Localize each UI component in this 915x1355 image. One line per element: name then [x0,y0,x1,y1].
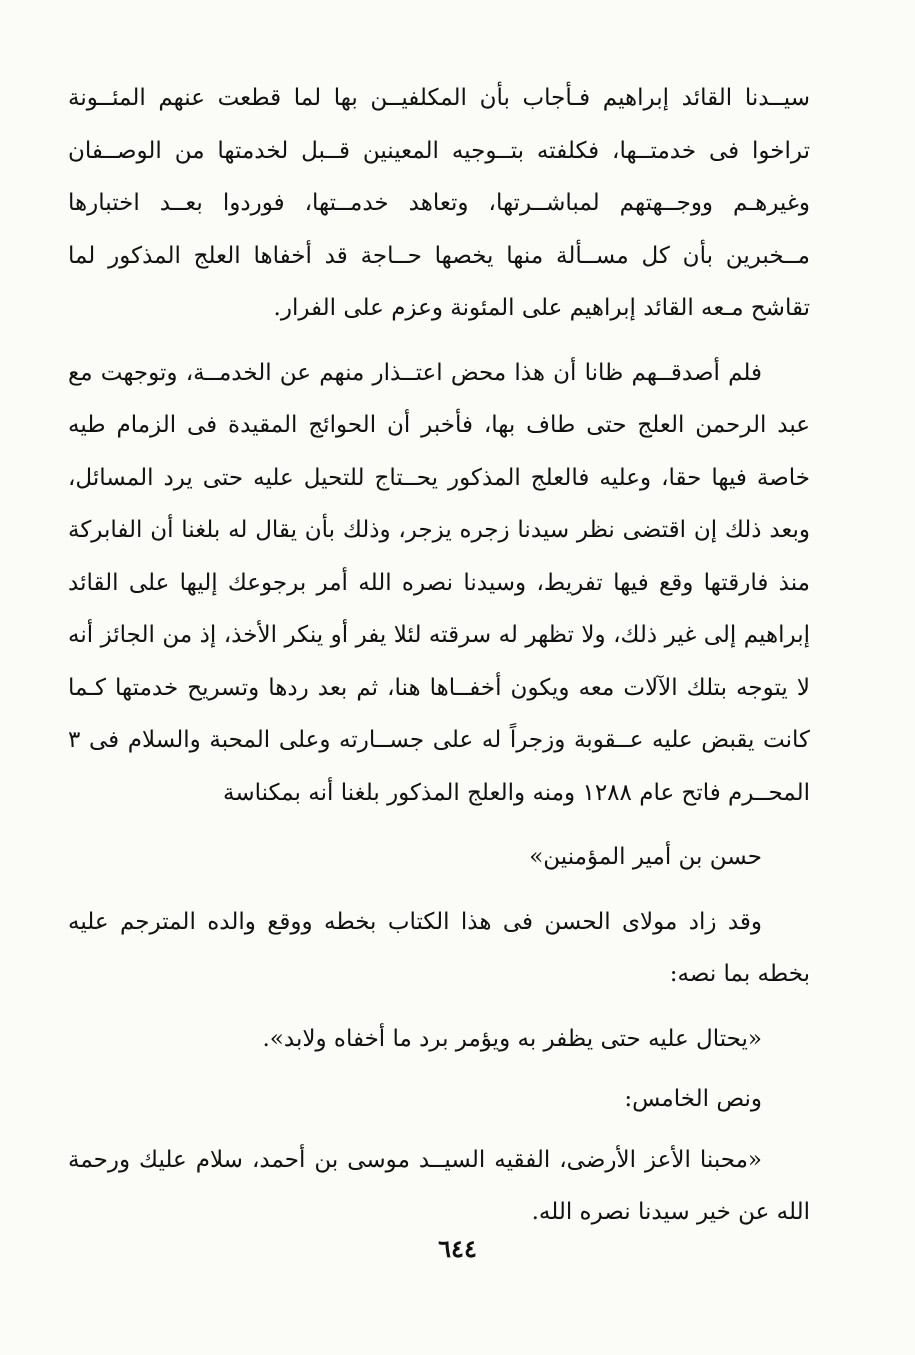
paragraph-1: سيــدنا القائد إبراهيم فـأجاب بأن المكلفيــن بها لما قطعت عنهم المئــونة تراخوا فى خدمتــها، فكلفته بتــوجيه المعينين قــبل لخدمتها من الوصــفان وغيرهـم ووجــهتهم لمباشــرتها، وتعاهد خدمــتها، فوردوا بعــد اختبارها مــخبرين بأن كل مســألة منها يخصها حــاجة قد أخفاها العلج المذكور لما تقاشح مـعه القائد إبراهيم على المئونة وعزم على الفرار. [68,85,810,321]
quote-1: «يحتال عليه حتى يظفر به ويؤمر برد ما أخفاه ولابد». [262,1025,762,1052]
page-number: ٦٤٤ [438,1234,477,1263]
quote-2: «محبنا الأعز الأرضى، الفقيه السيــد موسى بن أحمد، سلام عليك ورحمة الله عن خير سيدنا نصره الله. [68,1146,810,1225]
subheading-fifth: ونص الخامس: [624,1086,762,1112]
page-body [68,72,810,1239]
paragraph-2: فلم أصدقــهم ظانا أن هذا محض اعتــذار منهم عن الخدمــة، وتوجهت مع عبد الرحمن العلج حتى طاف بها، فأخبر أن الحوائج المقيدة فى الزمام طيه خاصة فيها حقا، وعليه فالعلج المذكور يحــتاج للتحيل عليه حتى يرد المسائل، وبعد ذلك إن اقتضى نظر سيدنا زجره يزجر، وذلك بأن يقال له بلغنا أن الفابركة منذ فارقتها وقع فيها تفريط، وسيدنا نصره الله أمر برجوعك إليها على القائد إبراهيم إلى غير ذلك، ولا تظهر له سرقته لئلا يفر أو ينكر الأخذ، إذ من الجائز أنه لا يتوجه بتلك الآلات معه ويكون أخفــاها هنا، ثم بعد ردها وتسريح خدمتها كـما كانت يقبض عليه عــقوبة وزجراً له على جســارته وعلى المحبة والسلام فى ٣ المحــرم فاتح عام ١٢٨٨ ومنه والعلج المذكور بلغنا أنه بمكناسة [68,359,810,806]
paragraph-3: وقد زاد مولاى الحسن فى هذا الكتاب بخطه ووقع والده المترجم عليه بخطه بما نصه: [68,908,810,987]
signature-line: حسن بن أمير المؤمنين» [529,844,762,870]
